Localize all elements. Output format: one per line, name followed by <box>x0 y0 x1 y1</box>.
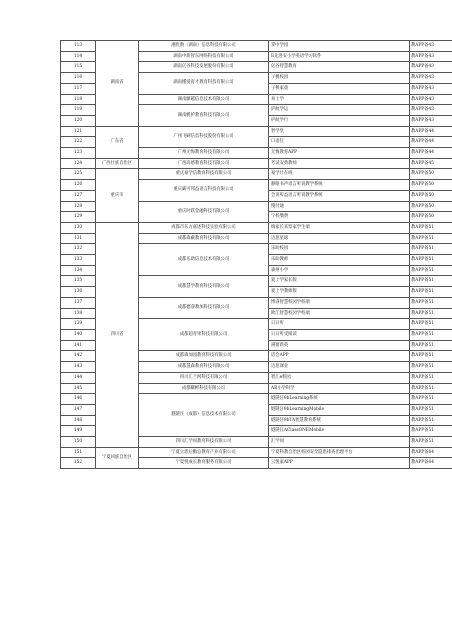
record-number-cell: 教APP备43 <box>410 41 452 52</box>
document-page <box>60 40 452 469</box>
table-row <box>61 158 452 169</box>
app-name-cell: 宁夏科教自治区校园安全隐患排查治理平台 <box>269 447 410 458</box>
record-number-cell: 教APP备50 <box>410 190 452 201</box>
app-name-cell: 慢付通 <box>269 201 410 212</box>
record-number-cell: 教APP备64 <box>410 458 452 469</box>
row-number: 120 <box>61 115 96 126</box>
company-cell: 四川汇学岗教育科技有限公司 <box>139 437 269 448</box>
row-number: 141 <box>61 340 96 351</box>
row-number: 138 <box>61 308 96 319</box>
app-name-cell: 燧隧汪AClassONEMobile <box>269 426 410 437</box>
record-number-cell: 教APP备51 <box>410 308 452 319</box>
record-number-cell: 教APP备51 <box>410 297 452 308</box>
row-number: 142 <box>61 351 96 362</box>
row-number: 147 <box>61 404 96 415</box>
company-cell: 湖南亿谷科技发展股份有限公司 <box>139 62 269 73</box>
company-cell: 广西高感教育科技有限公司 <box>139 158 269 169</box>
row-number: 113 <box>61 41 96 52</box>
record-number-cell: 教APP备51 <box>410 383 452 394</box>
row-number: 126 <box>61 180 96 191</box>
company-cell: 湘优数（湖南）信息科技有限公司 <box>139 41 269 52</box>
row-number: 130 <box>61 222 96 233</box>
company-cell: 湖南藤越信息技术有限公司 <box>139 94 269 105</box>
row-number: 117 <box>61 83 96 94</box>
company-cell: 湖南帆护教育科技有限公司 <box>139 105 269 126</box>
record-number-cell: 教APP备51 <box>410 255 452 266</box>
app-name-cell: 考试安典教师 <box>269 158 410 169</box>
app-name-cell: 话会APP <box>269 351 410 362</box>
row-number: 135 <box>61 276 96 287</box>
company-cell: 重庆豪学信教育科技有限公司 <box>139 169 269 180</box>
company-cell: 重庆时跃金融科技有限公司 <box>139 201 269 222</box>
company-cell: 宁夏立恩后勤总教育产业有限公司 <box>139 447 269 458</box>
app-name-cell: 掌中学园 <box>269 41 410 52</box>
province-cell: 宁夏回族自治区 <box>96 447 139 468</box>
record-number-cell: 教APP备51 <box>410 329 452 340</box>
app-name-cell: AR小学科学 <box>269 383 410 394</box>
app-name-cell: 汇学岗 <box>269 437 410 448</box>
company-cell: 广州无悔教育科技有限公司 <box>139 148 269 159</box>
record-number-cell: 教APP备51 <box>410 340 452 351</box>
app-name-cell: 爱上学家长版 <box>269 276 410 287</box>
record-number-cell: 教APP备43 <box>410 94 452 105</box>
province-cell: 湖南省 <box>96 41 139 127</box>
province-cell: 广西壮族自治区 <box>96 158 139 169</box>
app-name-cell: 宁校缴费 <box>269 212 410 223</box>
app-name-cell: 迈思课业 <box>269 362 410 373</box>
row-number: 129 <box>61 212 96 223</box>
app-name-cell: 易上学 <box>269 94 410 105</box>
app-name-cell: 亿谷智慧教育 <box>269 62 410 73</box>
app-name-cell: 子桃校园 <box>269 73 410 84</box>
company-cell: 湖南懂爱育才教育科技有限公司 <box>139 73 269 94</box>
record-number-cell: 教APP备51 <box>410 222 452 233</box>
app-name-cell: 口语狂 <box>269 137 410 148</box>
row-number: 140 <box>61 329 96 340</box>
record-number-cell: 教APP备43 <box>410 73 452 84</box>
record-number-cell: 教APP备51 <box>410 244 452 255</box>
company-cell: 宁夏悦成长教育服务有限公司 <box>139 458 269 469</box>
record-number-cell: 教APP备51 <box>410 394 452 405</box>
record-number-cell: 教APP备51 <box>410 276 452 287</box>
row-number: 123 <box>61 148 96 159</box>
record-number-cell: 教APP备45 <box>410 158 452 169</box>
row-number: 145 <box>61 383 96 394</box>
record-number-cell: 教APP备51 <box>410 265 452 276</box>
company-cell: 成都森蔽教育科技有限公司 <box>139 233 269 244</box>
record-number-cell: 教APP备43 <box>410 62 452 73</box>
app-name-cell: 智学堂 <box>269 126 410 137</box>
record-number-cell: 教APP备51 <box>410 351 452 362</box>
record-number-cell: 教APP备51 <box>410 404 452 415</box>
app-name-cell: 燧隧汪9bTA智慧教育系统 <box>269 415 410 426</box>
app-name-cell: 护航学行 <box>269 115 410 126</box>
row-number: 137 <box>61 297 96 308</box>
table-row <box>61 222 452 233</box>
app-name-cell: 护航学运 <box>269 105 410 116</box>
company-cell: 重庆霸可邦益语言科技有限公司 <box>139 180 269 201</box>
app-name-cell: 欧江智慧校园学校端 <box>269 308 410 319</box>
row-number: 133 <box>61 255 96 266</box>
row-number: 115 <box>61 62 96 73</box>
table-row <box>61 169 452 180</box>
company-cell: 四川汇兰网科技有限公司 <box>139 372 269 383</box>
row-number: 114 <box>61 51 96 62</box>
company-cell: 广州飞刷信息科技股份有限公司 <box>139 126 269 147</box>
company-cell: 成都乐助信息技术有限公司 <box>139 244 269 276</box>
record-number-cell: 教APP备50 <box>410 180 452 191</box>
record-number-cell: 教APP备64 <box>410 447 452 458</box>
row-number: 122 <box>61 137 96 148</box>
record-number-cell: 教APP备43 <box>410 105 452 116</box>
row-number: 152 <box>61 458 96 469</box>
app-name-cell: 乐助校园 <box>269 244 410 255</box>
app-name-cell: 满窗新英 <box>269 340 410 351</box>
row-number: 128 <box>61 201 96 212</box>
app-name-cell: E先进安小学英语学习软件 <box>269 51 410 62</box>
row-number: 151 <box>61 447 96 458</box>
app-name-cell: 豪学仕在线 <box>269 169 410 180</box>
province-cell: 广东省 <box>96 126 139 158</box>
row-number: 132 <box>61 244 96 255</box>
row-number: 121 <box>61 126 96 137</box>
company-cell: 成都慧森教育科技有限公司 <box>139 362 269 373</box>
record-number-cell: 教APP备51 <box>410 233 452 244</box>
record-number-cell: 教APP备51 <box>410 426 452 437</box>
app-name-cell: 乐助教师 <box>269 255 410 266</box>
province-cell: 四川省 <box>96 222 139 447</box>
row-number: 149 <box>61 426 96 437</box>
company-cell: 成都德睿教加科技有限公司 <box>139 297 269 318</box>
row-number: 124 <box>61 158 96 169</box>
record-number-cell: 教APP备43 <box>410 115 452 126</box>
row-number: 150 <box>61 437 96 448</box>
table-row <box>61 41 452 52</box>
company-cell: 成都耀彬科技有限公司 <box>139 383 269 394</box>
app-name-cell: 森州小学 <box>269 265 410 276</box>
record-number-cell: 教APP备51 <box>410 415 452 426</box>
record-number-cell: 教APP备44 <box>410 137 452 148</box>
record-number-cell: 教APP备43 <box>410 83 452 94</box>
record-number-cell: 教APP备51 <box>410 437 452 448</box>
app-name-cell: 无悔教育APP <box>269 148 410 159</box>
row-number: 146 <box>61 394 96 405</box>
record-number-cell: 教APP备50 <box>410 169 452 180</box>
record-number-cell: 教APP备44 <box>410 126 452 137</box>
row-number: 134 <box>61 265 96 276</box>
row-number: 139 <box>61 319 96 330</box>
record-number-cell: 教APP备51 <box>410 362 452 373</box>
app-name-cell: 智汇e校园 <box>269 372 410 383</box>
record-number-cell: 教APP备50 <box>410 201 452 212</box>
row-number: 118 <box>61 94 96 105</box>
app-name-cell: 燧隧汪9bLearning系统 <box>269 394 410 405</box>
record-number-cell: 教APP备43 <box>410 51 452 62</box>
company-cell: 成都森加园教育科技有限公司 <box>139 351 269 362</box>
table-row <box>61 126 452 137</box>
app-name-cell: 日日听受阅读 <box>269 329 410 340</box>
app-name-cell: 子桃家童 <box>269 83 410 94</box>
company-cell: 成都超青果科技有限公司 <box>139 319 269 351</box>
app-name-cell: 静眼书声语言听说教学系统 <box>269 180 410 191</box>
row-number: 119 <box>61 105 96 116</box>
province-cell: 重庆市 <box>96 169 139 223</box>
app-name-cell: 燧隧汪9bLearningMobile <box>269 404 410 415</box>
app-record-table <box>60 40 452 469</box>
app-name-cell: 梅家长来察家学生端 <box>269 222 410 233</box>
row-number: 144 <box>61 372 96 383</box>
company-cell: 燧隧汪（成都）信息技术有限公司 <box>139 394 269 437</box>
app-name-cell: 博睿智慧校园学校端 <box>269 297 410 308</box>
row-number: 116 <box>61 73 96 84</box>
app-name-cell: 云悦家APP <box>269 458 410 469</box>
row-number: 127 <box>61 190 96 201</box>
record-number-cell: 教APP备51 <box>410 287 452 298</box>
company-cell: 成都慧学教育科技有限公司 <box>139 276 269 297</box>
row-number: 131 <box>61 233 96 244</box>
record-number-cell: 教APP备51 <box>410 372 452 383</box>
row-number: 148 <box>61 415 96 426</box>
app-name-cell: 日日听 <box>269 319 410 330</box>
record-number-cell: 教APP备44 <box>410 148 452 159</box>
app-name-cell: 会说听益语言听说教学系统 <box>269 190 410 201</box>
row-number: 143 <box>61 362 96 373</box>
company-cell: 湖南中新智东网络科技有限公司 <box>139 51 269 62</box>
table-row <box>61 447 452 458</box>
row-number: 136 <box>61 287 96 298</box>
app-name-cell: 爱上学教师版 <box>269 287 410 298</box>
row-number: 125 <box>61 169 96 180</box>
record-number-cell: 教APP备51 <box>410 319 452 330</box>
app-name-cell: 迈思星球 <box>269 233 410 244</box>
record-number-cell: 教APP备50 <box>410 212 452 223</box>
company-cell: 成都市东方嘉述科技实验有限公司 <box>139 222 269 233</box>
